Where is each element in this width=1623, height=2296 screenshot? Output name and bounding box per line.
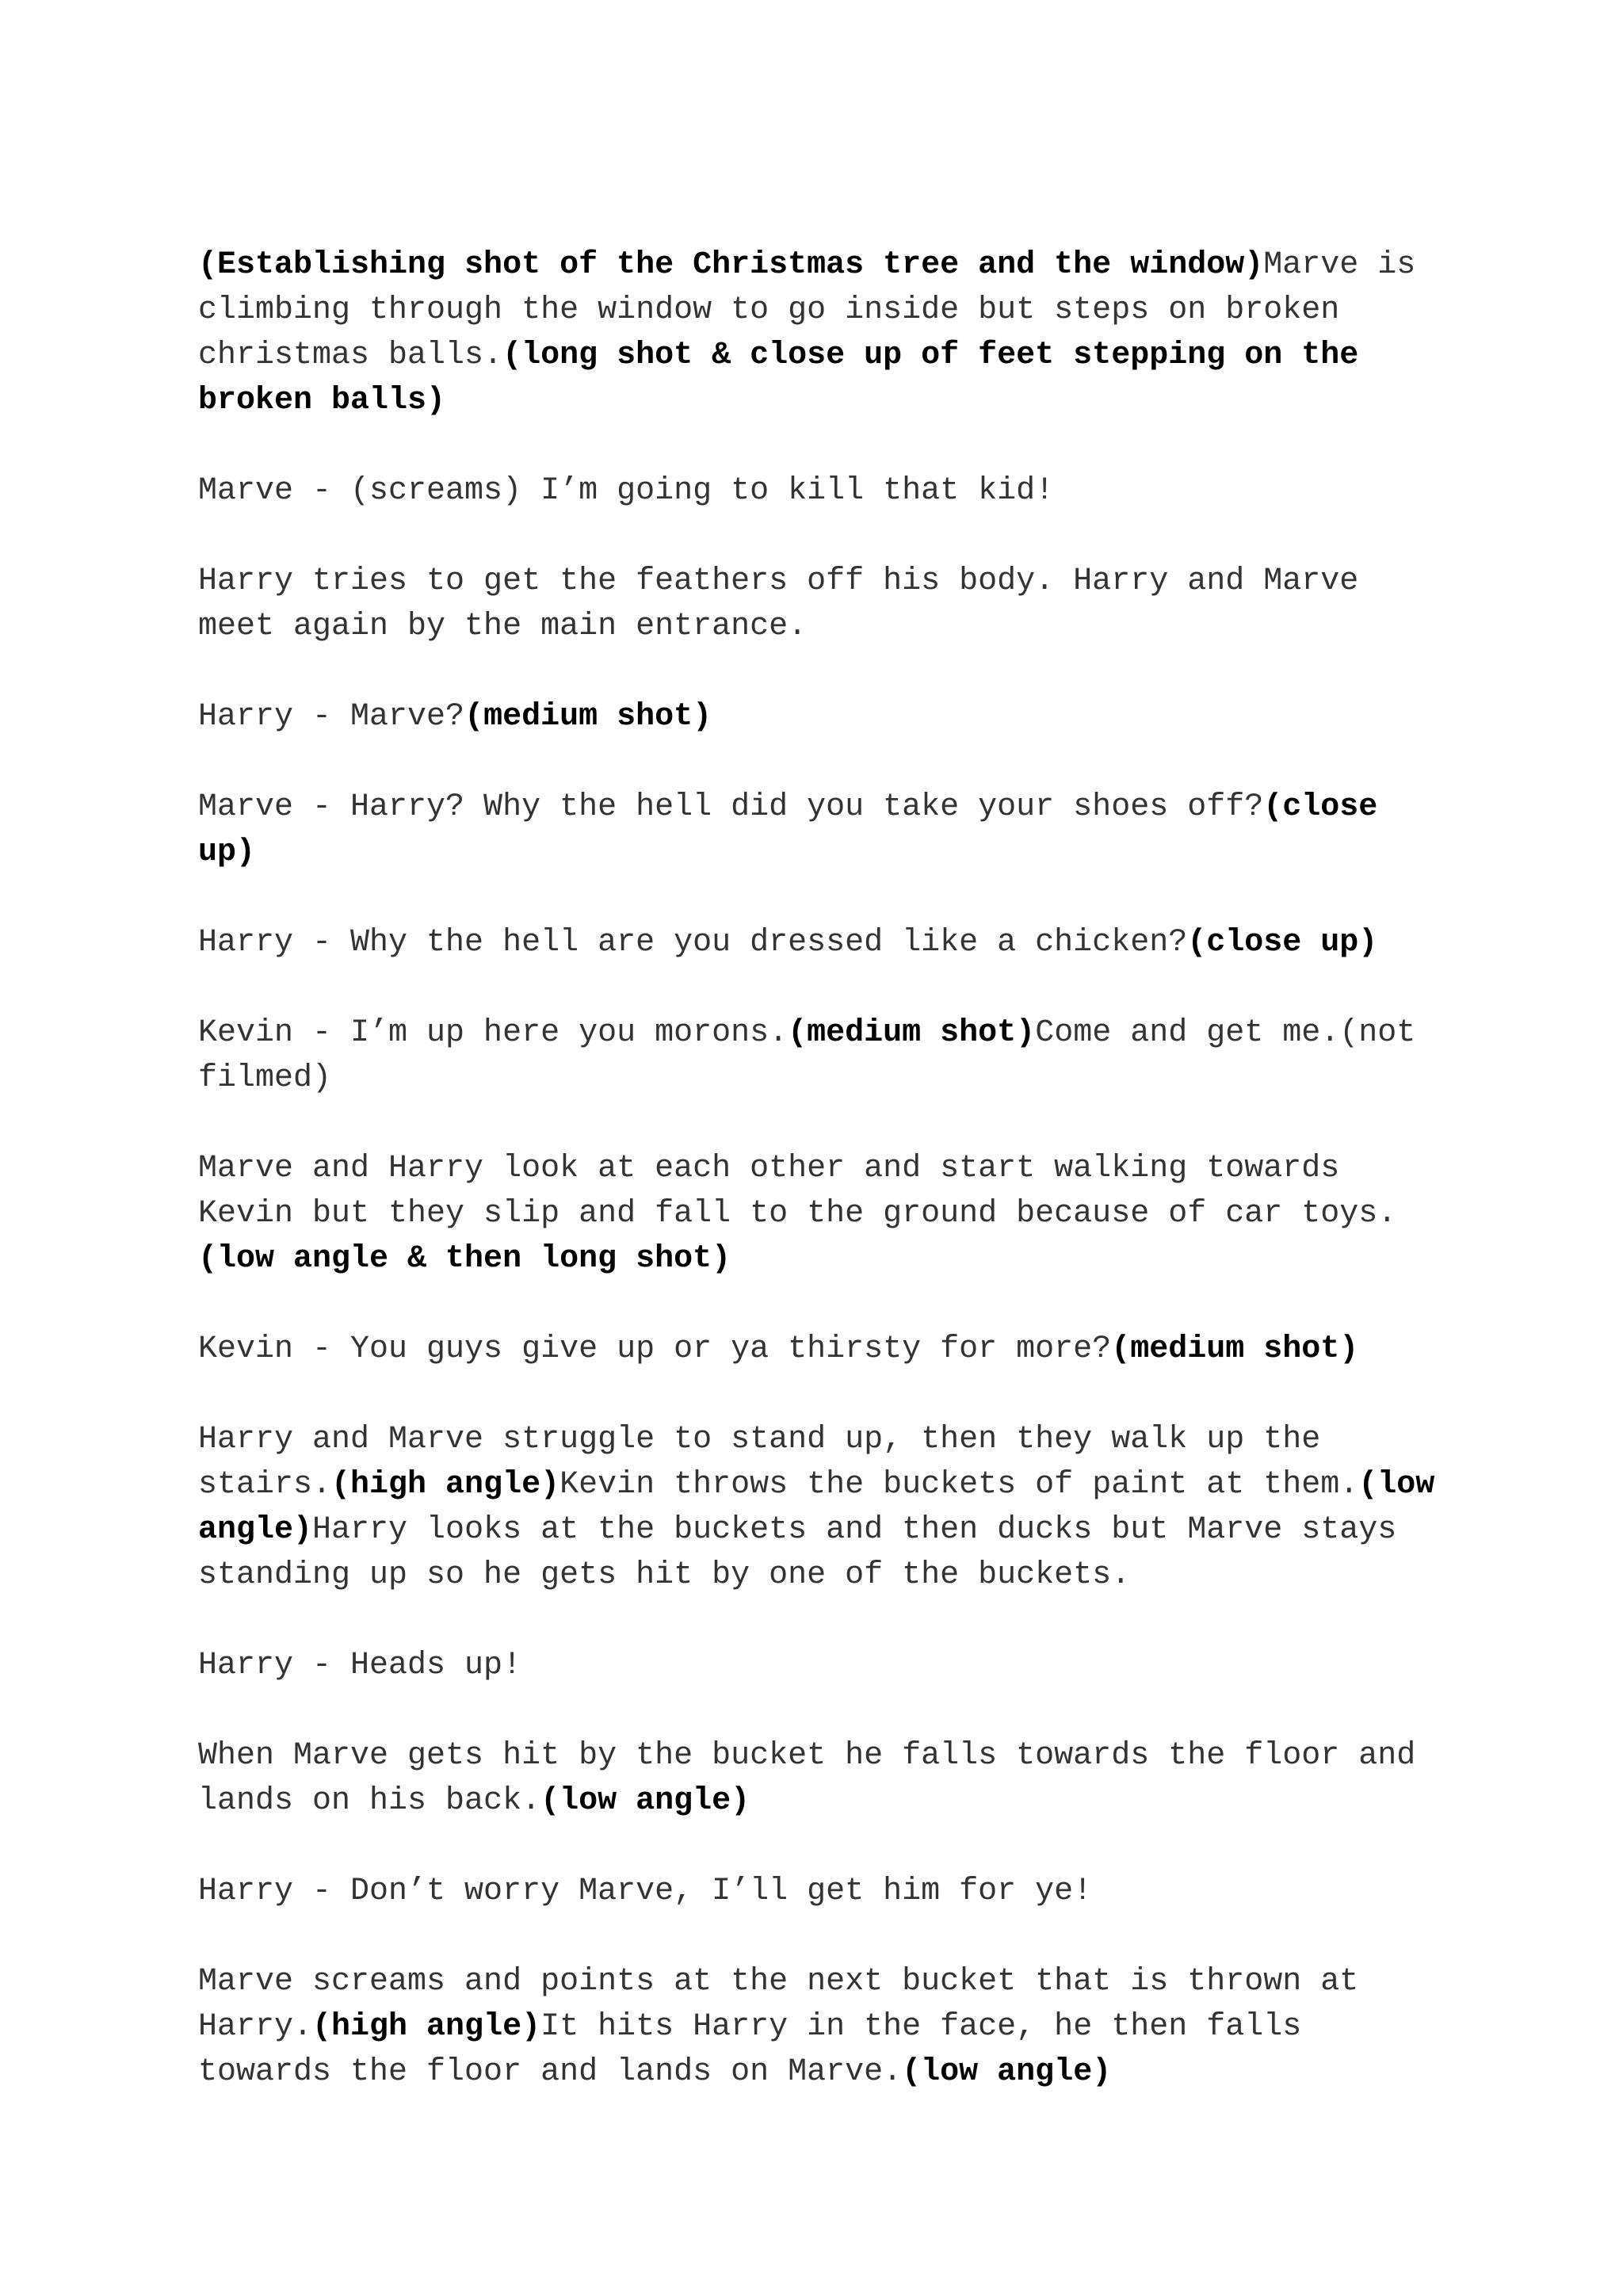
script-text: Marve is climbing through the window to go inside but steps on broken christmas balls.	[198, 247, 1416, 373]
script-text: Harry - Marve?	[198, 699, 465, 735]
camera-direction: (close up)	[1187, 925, 1378, 961]
camera-direction: (high angle)	[312, 2009, 541, 2045]
script-text: Come and get me.(not filmed)	[198, 1015, 1416, 1096]
script-text: When Marve gets hit by the bucket he falls towards the floor and lands on his back.	[198, 1738, 1416, 1819]
script-text: Harry and Marve struggle to stand up, then they walk up the stairs.	[198, 1422, 1321, 1503]
script-text: Marve and Harry look at each other and start walking towards Kevin but they slip and fall to the ground because of car toys.	[198, 1151, 1397, 1232]
script-paragraph	[198, 243, 1450, 423]
camera-direction: (low angle)	[902, 2054, 1112, 2090]
script-paragraph	[198, 559, 1450, 649]
script-text: Harry looks at the buckets and then ducks but Marve stays standing up so he gets hit by one of the buckets.	[198, 1512, 1397, 1593]
camera-direction: (long shot & close up of feet stepping on the broken balls)	[198, 338, 1359, 418]
script-paragraph	[198, 1327, 1450, 1372]
script-text: Kevin throws the buckets of paint at them.	[559, 1467, 1359, 1503]
script-text: Harry - Heads up!	[198, 1648, 522, 1683]
script-text: Harry - Why the hell are you dressed like a chicken?	[198, 925, 1188, 961]
script-paragraph	[198, 1417, 1450, 1598]
script-text: Kevin - I’m up here you morons.	[198, 1015, 789, 1051]
script-paragraph	[198, 468, 1450, 514]
script-paragraph	[198, 1959, 1450, 2095]
script-paragraph	[198, 694, 1450, 739]
script-text: Harry tries to get the feathers off his body. Harry and Marve meet again by the main entrance.	[198, 563, 1359, 644]
camera-direction: (low angle)	[540, 1783, 750, 1819]
script-paragraph	[198, 1010, 1450, 1101]
camera-direction: (medium shot)	[788, 1015, 1036, 1051]
camera-direction: (low angle)	[198, 1467, 1435, 1548]
script-text: Harry - Don’t worry Marve, I’ll get him for ye!	[198, 1874, 1093, 1909]
script-text: Marve screams and points at the next bucket that is thrown at Harry.	[198, 1964, 1359, 2045]
script-paragraph	[198, 785, 1450, 875]
camera-direction: (close up)	[198, 789, 1378, 870]
script-paragraph	[198, 1733, 1450, 1824]
camera-direction: (medium shot)	[1111, 1331, 1359, 1367]
script-text: It hits Harry in the face, he then falls towards the floor and lands on Marve.	[198, 2009, 1302, 2090]
camera-direction: (medium shot)	[464, 699, 712, 735]
script-paragraph	[198, 1643, 1450, 1688]
script-paragraph	[198, 1869, 1450, 1914]
script-text: Kevin - You guys give up or ya thirsty for more?	[198, 1331, 1112, 1367]
script-paragraph	[198, 920, 1450, 965]
screenplay-text	[198, 243, 1450, 2140]
camera-direction: (low angle & then long shot)	[198, 1241, 731, 1277]
script-paragraph	[198, 1146, 1450, 1282]
script-text: Marve - (screams) I’m going to kill that kid!	[198, 473, 1055, 509]
camera-direction: (Establishing shot of the Christmas tree and the window)	[198, 247, 1264, 283]
script-text: Marve - Harry? Why the hell did you take your shoes off?	[198, 789, 1264, 825]
camera-direction: (high angle)	[331, 1467, 560, 1503]
